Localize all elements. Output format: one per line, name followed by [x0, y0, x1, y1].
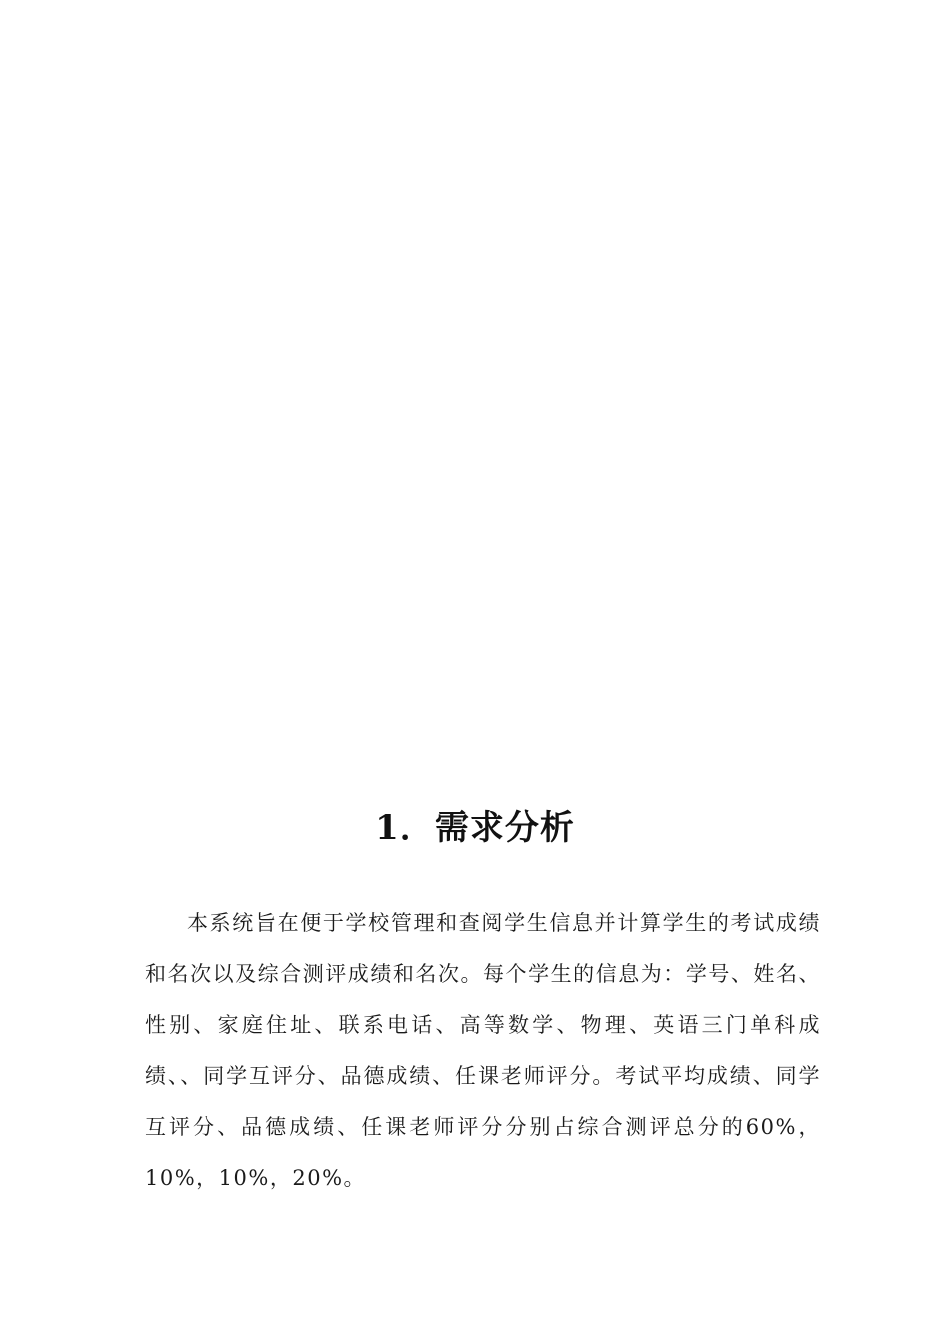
- section-heading: 1．需求分析: [375, 808, 575, 848]
- section-paragraph: 本系统旨在便于学校管理和查阅学生信息并计算学生的考试成绩和名次以及综合测评成绩和名次。每个学生的信息为：学号、姓名、性别、家庭住址、联系电话、高等数学、物理、英语三门单科成绩、、同学互评分、品德成绩、任课老师评分。考试平均成绩、同学互评分、品德成绩、任课老师评分分别占综合测评总分的60%，10%，10%，20%。: [145, 911, 821, 1190]
